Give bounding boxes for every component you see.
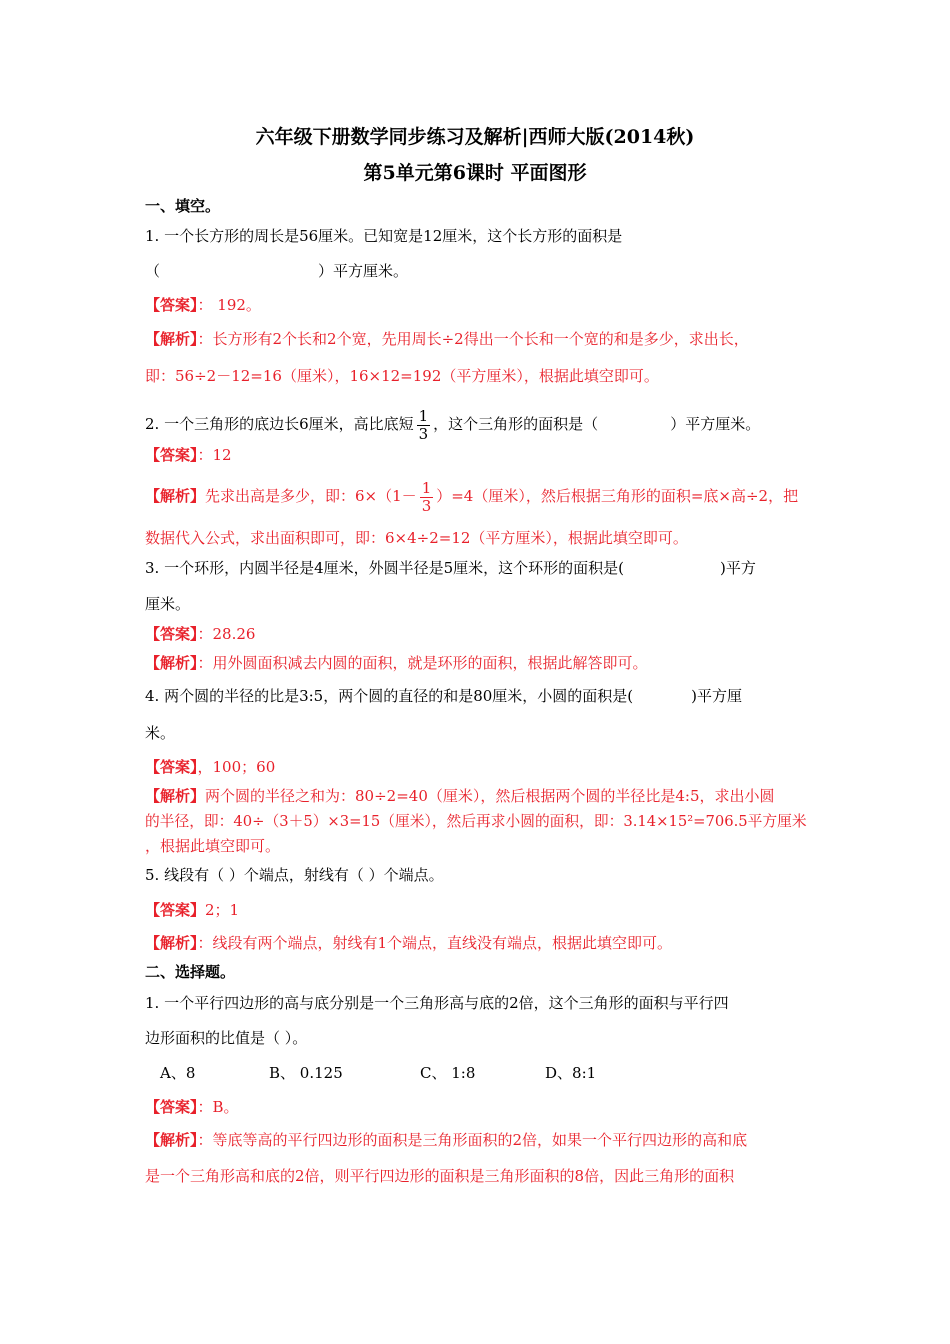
- q3-analysis: 【解析】：用外圆面积减去内圆的面积，就是环形的面积，根据此解答即可。: [145, 654, 648, 672]
- q3-answer: 【答案】：28.26: [145, 625, 256, 643]
- q2-analysis-fraction: $\frac{1}{3}$: [421, 478, 432, 515]
- q2-analysis-line1: 【解析】先求出高是多少，即：6×（1－ $\frac{1}{3}$ ）=4（厘米），然后根据三角形的面积=底×高÷2，把: [145, 478, 799, 515]
- q4-analysis-line1: 【解析】两个圆的半径之和为：80÷2=40（厘米），然后根据两个圆的半径比是4:5，求出小圆: [145, 787, 775, 805]
- q5-question: 5. 线段有（ ）个端点，射线有（ ）个端点。: [145, 866, 444, 884]
- document-title: 六年级下册数学同步练习及解析|西师大版(2014秋): [255, 126, 695, 148]
- c1-question: 1. 一个平行四边形的高与底分别是一个三角形高与底的2倍，这个三角形的面积与平行四: [145, 994, 729, 1012]
- q2-analysis-line2: 数据代入公式，求出面积即可，即：6×4÷2=12（平方厘米），根据此填空即可。: [145, 529, 688, 547]
- c1-answer: 【答案】：B。: [145, 1098, 239, 1116]
- q4-analysis-line2: 的半径，即：40÷（3＋5）×3=15（厘米），然后再求小圆的面积，即：3.14×15²=706.5平方厘米: [145, 812, 807, 830]
- c1-option-c: C、 1:8: [420, 1064, 476, 1082]
- q4-analysis-line3: ，根据此填空即可。: [145, 837, 281, 855]
- q1-blank-line: （ ）平方厘米。: [145, 262, 409, 280]
- c1-analysis-line1: 【解析】：等底等高的平行四边形的面积是三角形面积的2倍，如果一个平行四边形的高和底: [145, 1131, 748, 1149]
- c1-option-b: B、 0.125: [269, 1064, 343, 1082]
- c1-question-line2: 边形面积的比值是（ ）。: [145, 1029, 308, 1047]
- q4-answer: 【答案】，100；60: [145, 758, 276, 776]
- c1-option-d: D、8:1: [545, 1064, 597, 1082]
- q3-question: 3. 一个环形，内圆半径是4厘米，外圆半径是5厘米，这个环形的面积是( )平方: [145, 559, 756, 577]
- q2-fraction: $\frac{1}{3}$: [418, 406, 429, 443]
- section-choice-heading: 二、选择题。: [145, 963, 236, 981]
- c1-option-a: A、8: [160, 1064, 196, 1082]
- q4-question-line2: 米。: [145, 724, 176, 742]
- q1-analysis-line1: 【解析】：长方形有2个长和2个宽，先用周长÷2得出一个长和一个宽的和是多少，求出长，: [145, 330, 749, 348]
- q5-analysis: 【解析】：线段有两个端点，射线有1个端点，直线没有端点，根据此填空即可。: [145, 934, 673, 952]
- q4-question: 4. 两个圆的半径的比是3:5，两个圆的直径的和是80厘米，小圆的面积是( )平方厘: [145, 687, 743, 705]
- c1-analysis-line2: 是一个三角形高和底的2倍，则平行四边形的面积是三角形面积的8倍，因此三角形的面积: [145, 1167, 735, 1185]
- q1-answer: 【答案】： 192。: [145, 296, 261, 314]
- section-fill-blank-heading: 一、填空。: [145, 197, 221, 215]
- q3-question-line2: 厘米。: [145, 595, 191, 613]
- q1-question: 1. 一个长方形的周长是56厘米。已知宽是12厘米，这个长方形的面积是: [145, 227, 623, 245]
- q5-answer: 【答案】2；1: [145, 901, 240, 919]
- q1-analysis-line2: 即：56÷2－12=16（厘米），16×12=192（平方厘米），根据此填空即可。: [145, 367, 659, 385]
- q2-question: 2. 一个三角形的底边长6厘米，高比底短 $\frac{1}{3}$ ，这个三角形的面积是（ ）平方厘米。: [145, 406, 761, 443]
- q2-answer: 【答案】：12: [145, 446, 232, 464]
- lesson-title: 第5单元第6课时 平面图形: [363, 162, 587, 184]
